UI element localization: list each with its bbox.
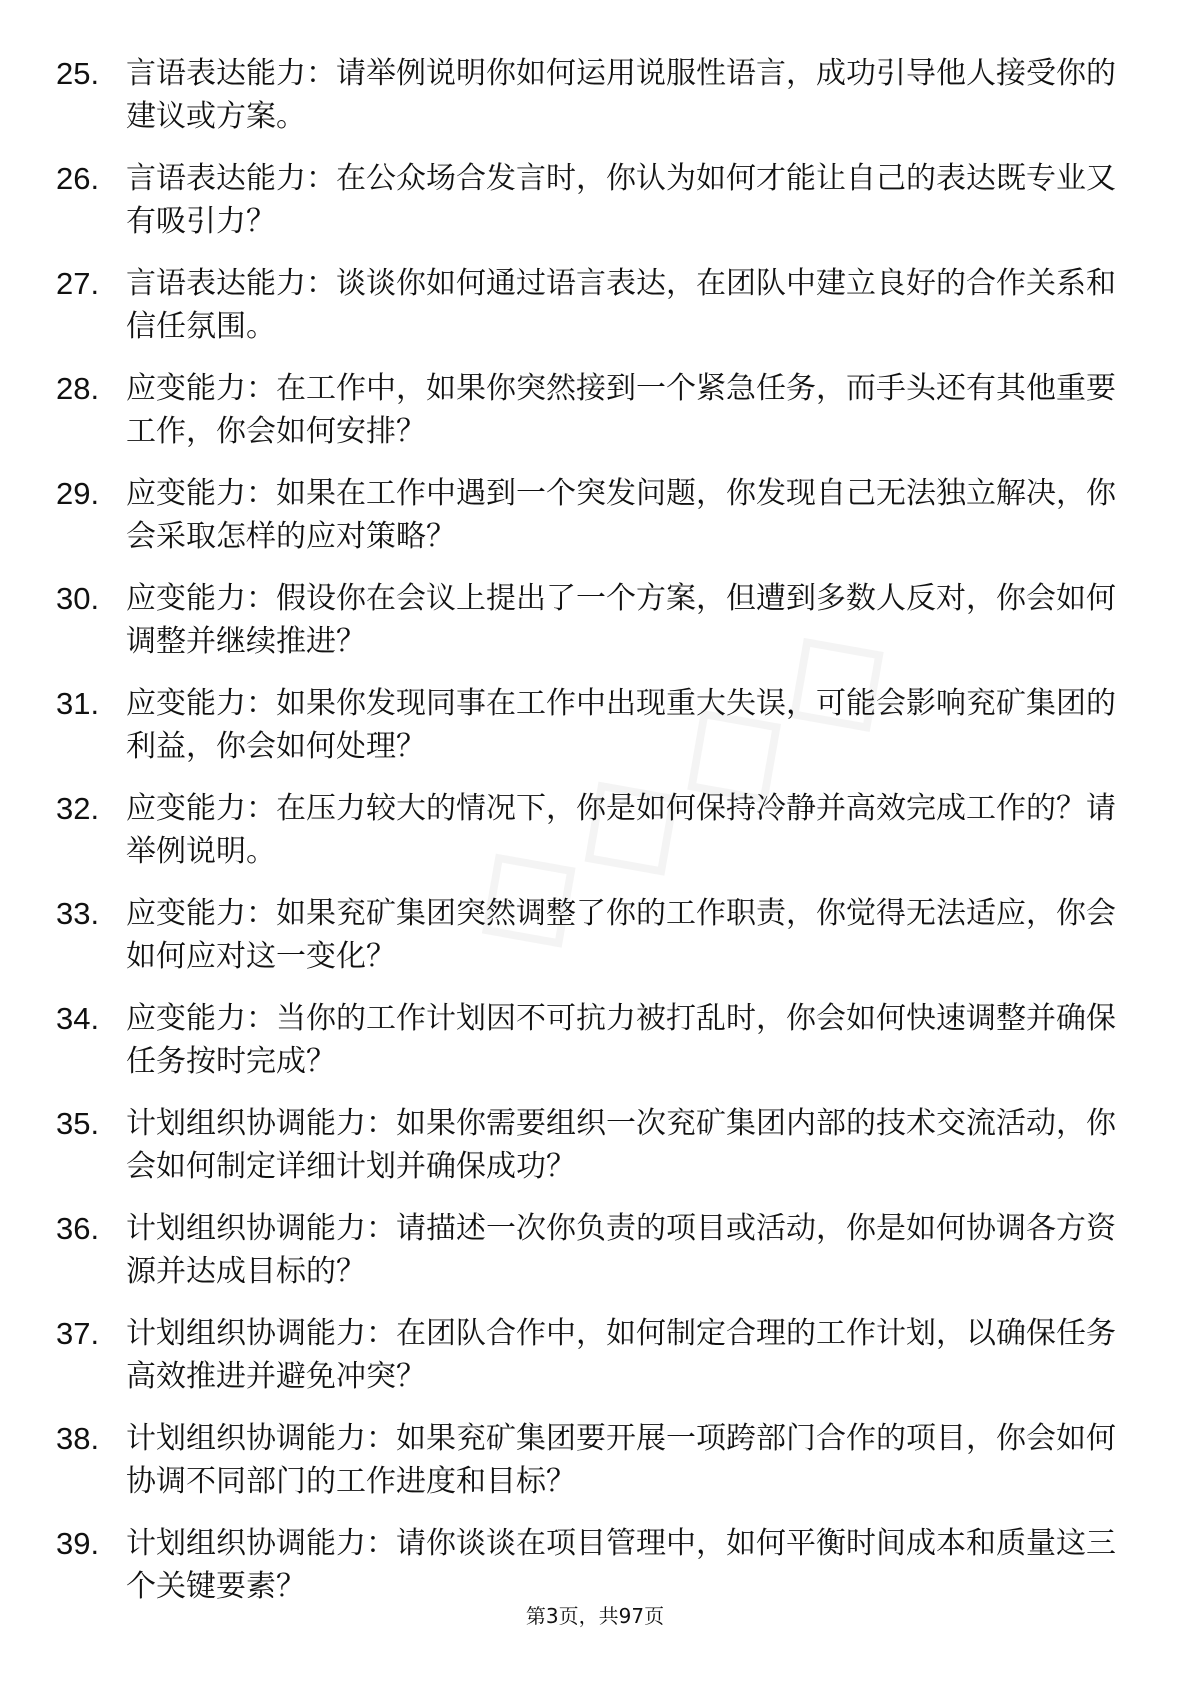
question-text: 计划组织协调能力：如果兖矿集团要开展一项跨部门合作的项目，你会如何协调不同部门的工作进度和目标？ (126, 1421, 1116, 1499)
question-text: 应变能力：如果在工作中遇到一个突发问题，你发现自己无法独立解决，你会采取怎样的应对策略？ (126, 476, 1116, 554)
question-number: 26. (56, 161, 100, 196)
question-list (56, 52, 1116, 1627)
question-text: 言语表达能力：谈谈你如何通过语言表达，在团队中建立良好的合作关系和信任氛围。 (126, 266, 1116, 344)
question-number: 35. (56, 1106, 100, 1141)
list-item (56, 1417, 1116, 1503)
list-item (56, 787, 1116, 873)
list-item (56, 157, 1116, 243)
question-text: 应变能力：在工作中，如果你突然接到一个紧急任务，而手头还有其他重要工作，你会如何安排？ (126, 371, 1116, 449)
question-text: 计划组织协调能力：请描述一次你负责的项目或活动，你是如何协调各方资源并达成目标的？ (126, 1211, 1116, 1289)
list-item (56, 1207, 1116, 1293)
question-number: 30. (56, 581, 100, 616)
question-text: 应变能力：如果你发现同事在工作中出现重大失误，可能会影响兖矿集团的利益，你会如何处理？ (126, 686, 1116, 764)
question-number: 28. (56, 371, 100, 406)
list-item (56, 682, 1116, 768)
list-item (56, 262, 1116, 348)
question-text: 言语表达能力：在公众场合发言时，你认为如何才能让自己的表达既专业又有吸引力？ (126, 161, 1116, 239)
list-item (56, 367, 1116, 453)
question-number: 37. (56, 1316, 100, 1351)
question-number: 38. (56, 1421, 100, 1456)
list-item (56, 1102, 1116, 1188)
question-text: 应变能力：当你的工作计划因不可抗力被打乱时，你会如何快速调整并确保任务按时完成？ (126, 1001, 1116, 1079)
question-text: 言语表达能力：请举例说明你如何运用说服性语言，成功引导他人接受你的建议或方案。 (126, 56, 1116, 134)
question-number: 29. (56, 476, 100, 511)
question-number: 36. (56, 1211, 100, 1246)
list-item (56, 52, 1116, 138)
question-text: 应变能力：在压力较大的情况下，你是如何保持冷静并高效完成工作的？请举例说明。 (126, 791, 1116, 869)
list-item (56, 1522, 1116, 1608)
page-footer: 第3页，共97页 (525, 1604, 665, 1628)
question-text: 计划组织协调能力：在团队合作中，如何制定合理的工作计划，以确保任务高效推进并避免冲突？ (126, 1316, 1116, 1394)
question-text: 应变能力：假设你在会议上提出了一个方案，但遭到多数人反对，你会如何调整并继续推进？ (126, 581, 1116, 659)
list-item (56, 1312, 1116, 1398)
question-number: 25. (56, 56, 100, 91)
question-number: 32. (56, 791, 100, 826)
list-item (56, 997, 1116, 1083)
question-number: 33. (56, 896, 100, 931)
question-number: 31. (56, 686, 100, 721)
list-item (56, 892, 1116, 978)
question-number: 39. (56, 1526, 100, 1561)
question-text: 应变能力：如果兖矿集团突然调整了你的工作职责，你觉得无法适应，你会如何应对这一变化？ (126, 896, 1116, 974)
question-text: 计划组织协调能力：如果你需要组织一次兖矿集团内部的技术交流活动，你会如何制定详细计划并确保成功？ (126, 1106, 1116, 1184)
list-item (56, 577, 1116, 663)
question-number: 27. (56, 266, 100, 301)
question-number: 34. (56, 1001, 100, 1036)
question-text: 计划组织协调能力：请你谈谈在项目管理中，如何平衡时间成本和质量这三个关键要素？ (126, 1526, 1116, 1604)
list-item (56, 472, 1116, 558)
